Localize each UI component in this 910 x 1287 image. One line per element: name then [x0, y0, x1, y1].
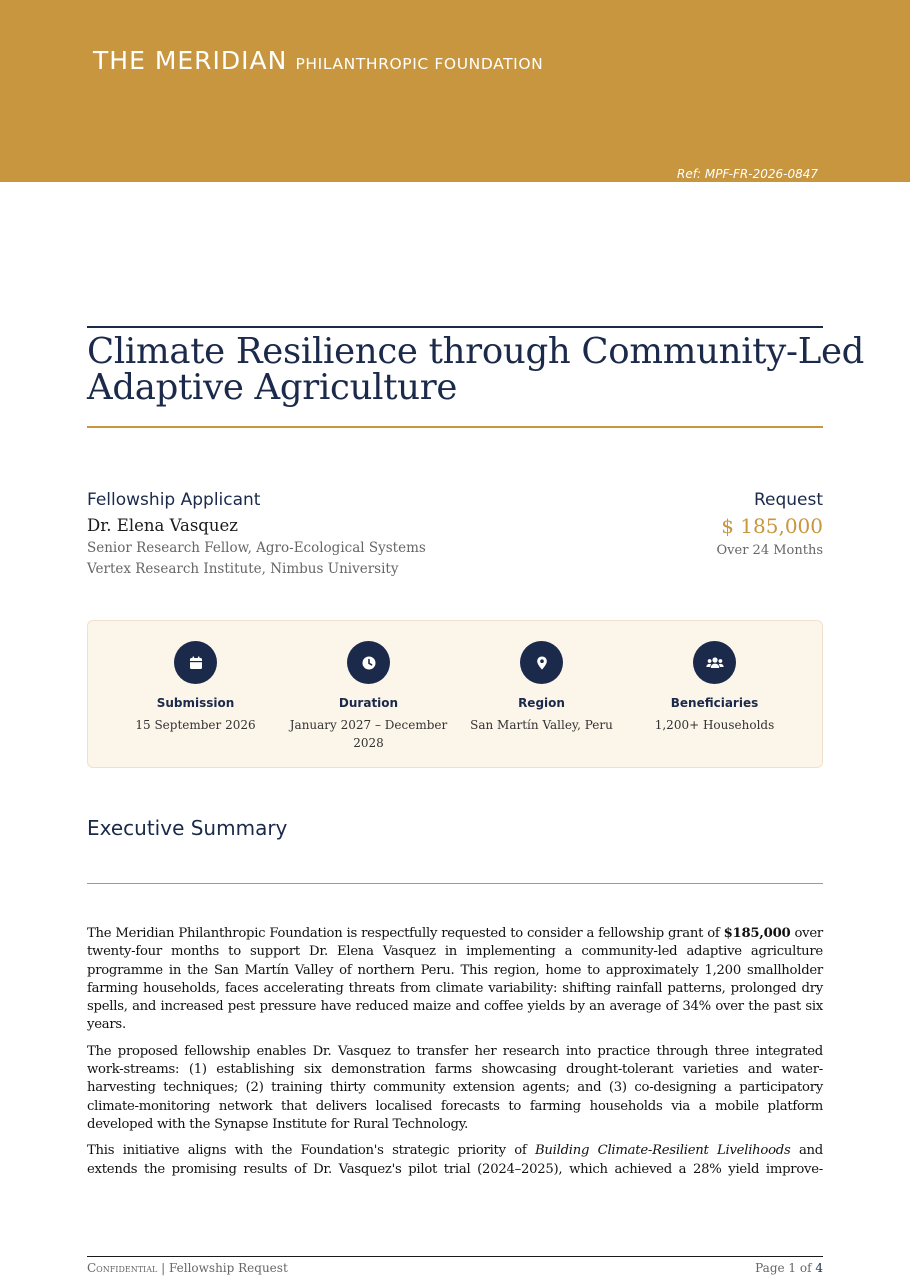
priority-emphasis: Building Climate-Resilient Livelihoods: [534, 1143, 791, 1159]
confidential-label: Confidential: [87, 1261, 158, 1275]
calendar-icon: [174, 641, 217, 684]
page-total: 4: [815, 1261, 823, 1275]
paragraph-text: over twenty-four months to support Dr. Elena Vasquez in implementing a community-led adaptive agriculture programme in the San Martín Valley of northern Peru. This region, home to approximately 1,200 smallholder farming households, faces accelerating threats from climate variability: shifting rainfall patterns, prolonged dry spells, and increased pest pressure have reduced maize and coffee yields by an average of 34% over the past six years.: [87, 926, 823, 1033]
info-duration: [282, 641, 455, 752]
info-label: Beneficiaries: [670, 696, 759, 710]
map-pin-icon: [520, 641, 563, 684]
applicant-position: Senior Research Fellow, Agro-Ecological Systems: [87, 540, 426, 556]
info-region: [455, 641, 628, 734]
info-beneficiaries: [628, 641, 801, 734]
info-value: 1,200+ Households: [654, 718, 775, 732]
paragraph-text: and extends the promising results of Dr. Vasquez's pilot trial (2024–2025), which achieved a 28% yield improve-: [87, 1143, 823, 1177]
applicant-affiliation: Vertex Research Institute, Nimbus University: [87, 561, 399, 577]
request-label: Request: [753, 490, 823, 510]
title-bottom-rule: [87, 426, 823, 428]
applicant-label: Fellowship Applicant: [87, 490, 261, 510]
page-prefix: Page 1 of: [755, 1261, 816, 1275]
header-banner: [0, 0, 910, 182]
section-rule: [87, 883, 823, 884]
footer-left: [87, 1261, 288, 1275]
info-value: 15 September 2026: [135, 718, 256, 732]
summary-paragraph-2: The proposed fellowship enables Dr. Vasquez to transfer her research into practice through three integrated work-streams: (1) establishing six demonstration farms showcasing drought-tolerant varieties and water-harvesting techniques; (2) training thirty community extension agents; and (3) co-designing a participatory climate-monitoring network that delivers localised forecasts to farming households via a mobile platform developed with the Synapse Institute for Rural Technology.: [87, 1043, 823, 1132]
info-label: Submission: [156, 696, 235, 710]
brand-sub: PHILANTHROPIC FOUNDATION: [295, 55, 544, 73]
grant-amount-emphasis: $185,000: [723, 926, 791, 941]
executive-summary-body: [87, 925, 823, 1187]
info-label: Region: [518, 696, 565, 710]
title-top-rule: [87, 326, 823, 328]
request-period: Over 24 Months: [716, 543, 823, 558]
brand-main: THE MERIDIAN: [93, 46, 288, 75]
footer-rule: [87, 1256, 823, 1257]
page-number: [755, 1261, 823, 1275]
info-value: San Martín Valley, Peru: [470, 718, 613, 732]
applicant-name: Dr. Elena Vasquez: [87, 516, 238, 535]
info-submission: [109, 641, 282, 734]
request-amount: $ 185,000: [721, 514, 823, 538]
info-label: Duration: [338, 696, 399, 710]
section-title: Executive Summary: [87, 816, 288, 840]
key-info-panel: [87, 620, 823, 768]
reference-number: Ref: MPF-FR-2026-0847: [677, 167, 818, 181]
paragraph-text: This initiative aligns with the Foundation's strategic priority of: [87, 1143, 535, 1159]
document-title: Climate Resilience through Community-Led Adaptive Agriculture: [87, 331, 865, 408]
info-value: January 2027 – December 2028: [289, 718, 448, 750]
summary-paragraph-3: [87, 1142, 823, 1179]
paragraph-text: The Meridian Philanthropic Foundation is respectfully requested to consider a fellowship grant of: [87, 926, 724, 941]
foundation-logo: [93, 46, 543, 75]
summary-paragraph-1: [87, 925, 823, 1035]
clock-icon: [347, 641, 390, 684]
footer-separator: |: [157, 1261, 169, 1275]
users-icon: [693, 641, 736, 684]
footer-doc-type: Fellowship Request: [168, 1261, 288, 1275]
